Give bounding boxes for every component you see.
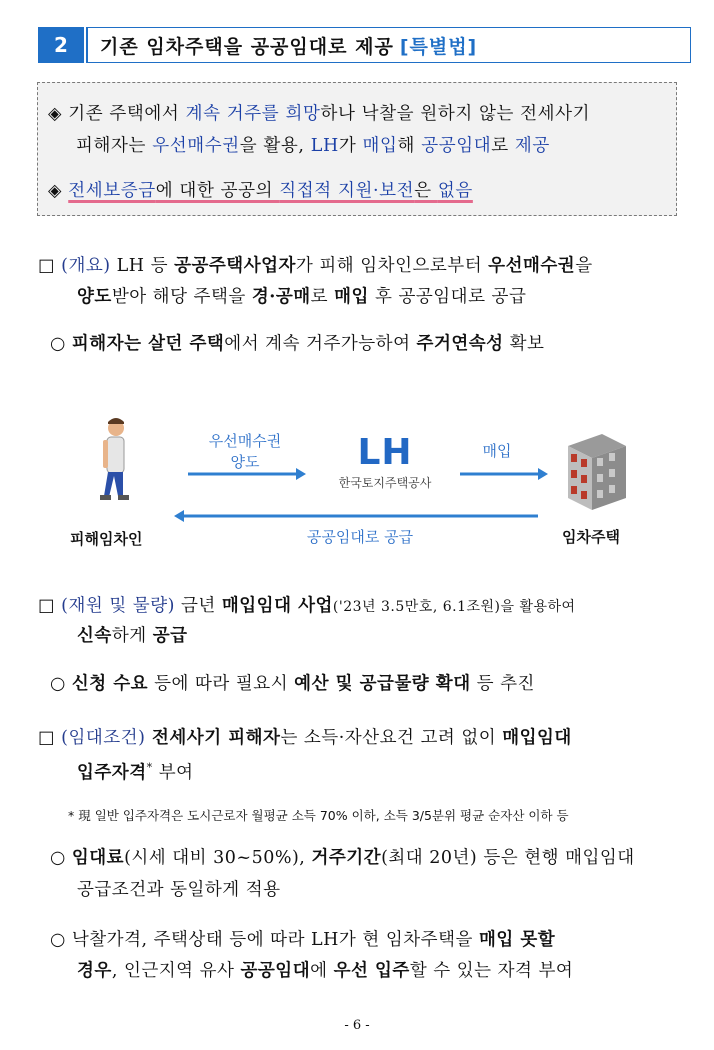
summary-bullet: ◈ (48, 181, 63, 201)
text-bold: 공급 (152, 626, 188, 646)
victim-label: 피해임차인 (70, 530, 143, 548)
text-bold: 예산 및 공급물량 확대 (294, 674, 471, 694)
text-bold: 신속 (77, 626, 112, 646)
footnote: * 現 일반 입주자격은 도시근로자 월평균 소득 70% 이하, 소득 3/5분위 평균 순자산 이하 등 (68, 808, 569, 823)
funding-line-2 (77, 620, 188, 652)
text: 에 대한 공공의 (155, 181, 280, 201)
conditions-sub-item-1-line-2 (77, 874, 281, 906)
text: 을 활용, (239, 136, 311, 156)
checkbox-square-icon: □ (38, 728, 56, 748)
text: 부여 (152, 762, 194, 783)
text-bold: 피해자는 살던 주택 (71, 334, 225, 354)
text-emphasis: 없음 (437, 181, 473, 201)
text: 금년 (174, 596, 222, 616)
text: ('23년 3.5만호, 6.1조원)을 활용하여 (332, 599, 576, 615)
text: 하나 낙찰을 원하지 않는 전세사기 (320, 104, 591, 124)
text: (시세 대비 30~50%), (124, 848, 312, 868)
text: 하게 (111, 626, 153, 646)
text: 피해자는 (76, 136, 153, 156)
text: (최대 20년) 등은 현행 매입임대 (381, 848, 635, 868)
text: 등 추진 (470, 674, 535, 694)
text-bold: 전세사기 피해자 (145, 728, 281, 748)
text: 가 (338, 136, 363, 156)
overview-line-1 (38, 250, 593, 282)
text-bold: 거주기간 (311, 848, 382, 868)
conditions-sub-item-2-line-2 (77, 955, 573, 987)
circle-bullet: ○ (50, 334, 66, 354)
funding-sub-item (50, 668, 535, 700)
summary-bullet: ◈ (48, 104, 63, 124)
text-emphasis: 우선매수권 (152, 136, 240, 156)
summary-line-2 (76, 131, 550, 161)
text: 확보 (503, 334, 545, 354)
conditions-line-1 (38, 722, 572, 754)
text-bold: 경·공매 (251, 287, 311, 307)
text-bold: 경우 (77, 961, 112, 981)
text-emphasis: 전세보증금 (68, 181, 156, 201)
text: 에서 계속 거주가능하여 (224, 334, 417, 354)
text-bold: 매입 (334, 287, 369, 307)
text-bold: 양도 (77, 287, 112, 307)
lh-name: 한국토지주택공사 (338, 476, 432, 490)
checkbox-square-icon: □ (38, 596, 56, 616)
item-key: (임대조건) (61, 728, 146, 748)
section-tag: [특별법] (399, 35, 478, 58)
summary-line-3 (48, 176, 473, 206)
text-bold: 신청 수요 (71, 674, 149, 694)
text-bold: 매입임대 (502, 728, 572, 748)
text-bold: 공공주택사업자 (174, 256, 296, 276)
text-emphasis: 직접적 지원·보전 (279, 181, 415, 201)
text: 을 (575, 256, 593, 276)
text: 가 피해 임차인으로부터 (295, 256, 489, 276)
arrow1-label-line2: 양도 (230, 453, 260, 471)
text: 해 (397, 136, 422, 156)
process-diagram (70, 392, 650, 564)
page-number: - 6 - (344, 1018, 370, 1033)
arrow1-label-line1: 우선매수권 (208, 432, 282, 450)
arrow3-label: 공공임대로 공급 (306, 528, 414, 546)
text: 기존 주택에서 (68, 104, 186, 124)
text-emphasis: 계속 거주를 희망 (185, 104, 321, 124)
text: 받아 해당 주택을 (111, 287, 252, 307)
text-bold: 우선 입주 (333, 961, 410, 981)
section-title: 기존 임차주택을 공공임대로 제공 (100, 35, 394, 58)
building-icon (568, 434, 626, 510)
text: 에 (310, 961, 334, 981)
text: 은 (414, 181, 438, 201)
text-bold: 매입 못할 (478, 930, 556, 950)
conditions-line-2 (77, 752, 194, 789)
overview-line-2 (77, 281, 526, 313)
text-emphasis: 매입 (362, 136, 398, 156)
text: LH 등 (110, 256, 175, 276)
text-bold: 매입임대 사업 (221, 596, 333, 616)
text-emphasis: 공공임대 (421, 136, 492, 156)
text: 낙찰가격, 주택상태 등에 따라 LH가 현 임차주택을 (71, 930, 479, 950)
conditions-sub-item-2 (50, 924, 555, 956)
section-title-box (86, 27, 691, 63)
circle-bullet: ○ (50, 848, 66, 868)
circle-bullet: ○ (50, 674, 66, 694)
text: 공급조건과 동일하게 적용 (77, 880, 281, 900)
text: 로 (310, 287, 335, 307)
text: 등에 따라 필요시 (148, 674, 295, 694)
text: 로 (491, 136, 515, 156)
person-icon (100, 418, 129, 500)
item-key: (재원 및 물량) (61, 596, 175, 616)
text-bold: 우선매수권 (488, 256, 576, 276)
lh-logo: LH (357, 432, 413, 473)
text-bold: 주거연속성 (416, 334, 504, 354)
funding-line-1 (38, 590, 576, 623)
text: 는 소득·자산요건 고려 없이 (280, 728, 503, 748)
text: 할 수 있는 자격 부여 (409, 961, 574, 981)
conditions-sub-item-1 (50, 842, 635, 874)
text-bold: 입주자격 (77, 762, 147, 783)
summary-line-1 (48, 99, 590, 129)
item-key: (개요) (61, 256, 111, 276)
section-number-badge: 2 (38, 27, 84, 63)
text-emphasis: LH (310, 136, 339, 156)
text-bold: 임대료 (71, 848, 125, 868)
arrow2-label: 매입 (482, 442, 512, 460)
arrow1-label (195, 430, 295, 472)
overview-sub-item (50, 328, 544, 360)
text-bold: 공공임대 (240, 961, 311, 981)
text: , 인근지역 유사 (111, 961, 241, 981)
text: 후 공공임대로 공급 (368, 287, 527, 307)
text-emphasis: 제공 (514, 136, 550, 156)
circle-bullet: ○ (50, 930, 66, 950)
checkbox-square-icon: □ (38, 256, 56, 276)
footnote-marker: * (146, 761, 153, 774)
house-label: 임차주택 (562, 528, 620, 546)
